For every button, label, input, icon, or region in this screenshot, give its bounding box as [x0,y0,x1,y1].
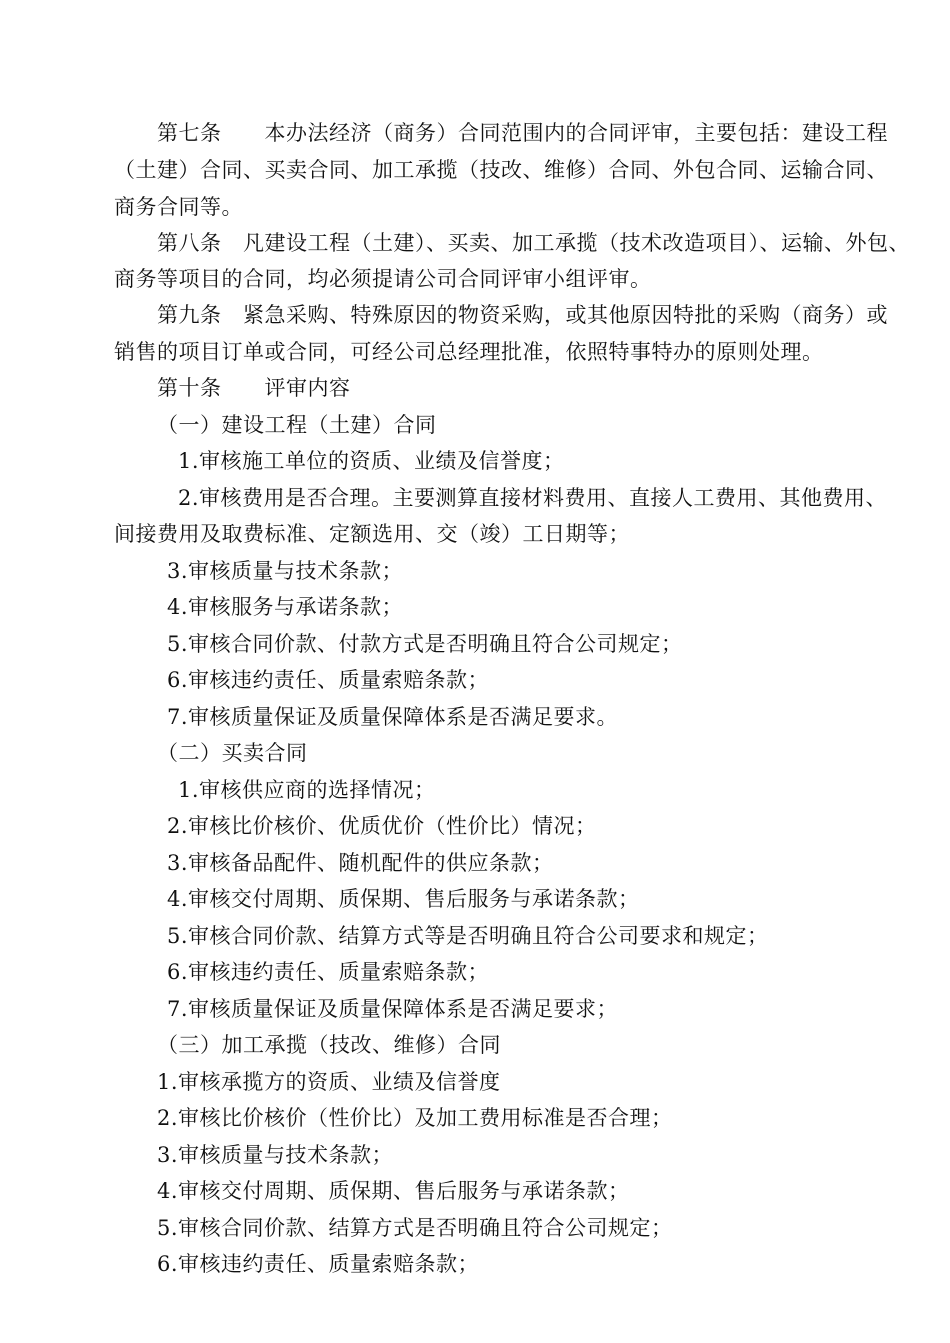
section-2-item-2: 2.审核比价核价、优质优价（性价比）情况； [167,814,597,838]
section-1-item-4: 4.审核服务与承诺条款； [167,595,404,619]
section-1-item-5: 5.审核合同价款、付款方式是否明确且符合公司规定； [167,632,683,656]
section-2-item-6: 6.审核违约责任、质量索赔条款； [167,960,490,984]
section-1-item-2-line-1: 2.审核费用是否合理。主要测算直接材料费用、直接人工费用、其他费用、 [178,486,888,510]
article-9-line-1: 第九条 紧急采购、特殊原因的物资采购，或其他原因特批的采购（商务）或 [157,303,888,327]
section-3-item-1: 1.审核承揽方的资质、业绩及信誉度 [157,1070,501,1094]
section-2-item-3: 3.审核备品配件、随机配件的供应条款； [167,851,554,875]
section-1-item-1: 1.审核施工单位的资质、业绩及信誉度； [178,449,565,473]
article-9-line-2: 销售的项目订单或合同，可经公司总经理批准，依照特事特办的原则处理。 [114,340,824,364]
section-3-item-4: 4.审核交付周期、质保期、售后服务与承诺条款； [157,1179,630,1203]
section-3-heading: （三）加工承揽（技改、维修）合同 [157,1033,501,1057]
section-2-item-7: 7.审核质量保证及质量保障体系是否满足要求； [167,997,619,1021]
article-7-line-1: 第七条 本办法经济（商务）合同范围内的合同评审，主要包括：建设工程 [157,121,888,145]
article-7-line-3: 商务合同等。 [114,195,243,219]
section-2-heading: （二）买卖合同 [157,741,308,765]
section-2-item-4: 4.审核交付周期、质保期、售后服务与承诺条款； [167,887,640,911]
section-3-item-3: 3.审核质量与技术条款； [157,1143,394,1167]
section-1-item-2-line-2: 间接费用及取费标准、定额选用、交（竣）工日期等； [114,522,630,546]
section-3-item-6: 6.审核违约责任、质量索赔条款； [157,1252,480,1276]
section-1-heading: （一）建设工程（土建）合同 [157,413,437,437]
section-1-item-3: 3.审核质量与技术条款； [167,559,404,583]
article-8-line-2: 商务等项目的合同，均必须提请公司合同评审小组评审。 [114,267,652,291]
section-1-item-7: 7.审核质量保证及质量保障体系是否满足要求。 [167,705,619,729]
section-3-item-5: 5.审核合同价款、结算方式是否明确且符合公司规定； [157,1216,673,1240]
article-7-line-2: （土建）合同、买卖合同、加工承揽（技改、维修）合同、外包合同、运输合同、 [114,158,888,182]
article-10-heading: 第十条 评审内容 [157,376,351,400]
section-1-item-6: 6.审核违约责任、质量索赔条款； [167,668,490,692]
article-8-line-1: 第八条 凡建设工程（土建）、买卖、加工承揽（技术改造项目）、运输、外包、 [157,231,910,255]
section-2-item-5: 5.审核合同价款、结算方式等是否明确且符合公司要求和规定； [167,924,769,948]
section-3-item-2: 2.审核比价核价（性价比）及加工费用标准是否合理； [157,1106,673,1130]
section-2-item-1: 1.审核供应商的选择情况； [178,778,436,802]
